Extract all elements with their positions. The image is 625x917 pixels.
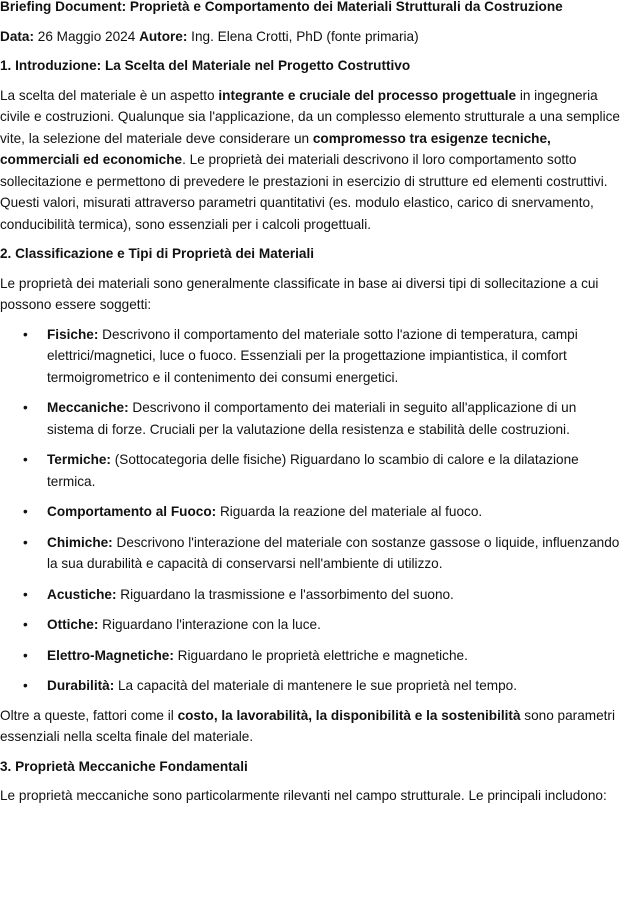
list-item-text: Riguarda la reazione del materiale al fuoco. (216, 504, 483, 519)
list-item (47, 324, 621, 389)
list-item-text: La capacità del materiale di mantenere le sue proprietà nel tempo. (114, 678, 517, 693)
document-title-text: Briefing Document: Proprietà e Comportamento dei Materiali Strutturali da Costruzione (0, 0, 563, 14)
document-title (0, 0, 621, 18)
list-item-term: Durabilità: (47, 678, 115, 693)
list-item-text: Descrivono il comportamento del materiale sotto l'azione di temperatura, campi elettrici/magnetici, luce o fuoco. Essenziali per la progettazione impiantistica, il comfort termoigrometrico e il contenimento dei consumi energetici. (47, 326, 578, 385)
list-item (47, 675, 621, 697)
list-item-term: Ottiche: (47, 617, 99, 632)
text-run: La scelta del materiale è un aspetto (0, 87, 219, 103)
list-item-term: Meccaniche: (47, 400, 129, 415)
date-label: Data: (0, 28, 34, 44)
list-item-text: Riguardano la trasmissione e l'assorbimento del suono. (116, 586, 454, 602)
section-3-heading: 3. Proprietà Meccaniche Fondamentali (0, 758, 248, 774)
section-2-heading: 2. Classificazione e Tipi di Proprietà dei Materiali (0, 246, 315, 261)
author-value: Ing. Elena Crotti, PhD (fonte primaria) (187, 28, 419, 44)
list-item (47, 501, 621, 523)
bold-run: compromesso tra esigenze tecniche, commerciali ed economiche (0, 130, 551, 167)
property-types-list (0, 324, 621, 697)
list-item-text: Descrivono il comportamento dei materiali in seguito all'applicazione di un sistema di forze. Cruciali per la valutazione della resistenza e stabilità delle costruzioni. (47, 400, 577, 437)
list-item (47, 614, 621, 636)
text-run: in ingegneria civile e costruzioni. Qualunque sia l'applicazione, da un complesso elemento strutturale a una semplice vite, la selezione del materiale deve considerare un (0, 87, 620, 146)
list-item-text: Riguardano l'interazione con la luce. (98, 617, 321, 632)
list-item-text: Descrivono l'interazione del materiale con sostanze gassose o liquide, influenzando la sua durabilità e capacità di conservarsi nell'ambiente di utilizzo. (47, 534, 620, 571)
bold-run: integrante e cruciale del processo progettuale (218, 87, 517, 103)
list-item-text: (Sottocategoria delle fisiche) Riguardano lo scambio di calore e la dilatazione termica. (47, 452, 579, 489)
text-run: . Le proprietà dei materiali descrivono il loro comportamento sotto sollecitazione e permettono di prevedere le prestazioni in esercizio di strutture ed elementi costruttivi. Questi valori, misurati attraverso parametri quantitativi (es. modulo elastico, carico di snervamento, conducibilità termica), sono essenziali per i calcoli progettuali. (0, 152, 608, 232)
list-item (47, 532, 621, 575)
date-value: 26 Maggio 2024 (34, 28, 140, 44)
list-item (47, 397, 621, 440)
section-2-intro: Le proprietà dei materiali sono generalmente classificate in base ai diversi tipi di sollecitazione a cui possono essere soggetti: (0, 275, 599, 312)
section-1-paragraph (0, 85, 621, 236)
text-run: sono parametri essenziali nella scelta finale del materiale. (0, 707, 615, 744)
list-item (47, 449, 621, 492)
document-meta (0, 26, 621, 48)
section-3-intro: Le proprietà meccaniche sono particolarmente rilevanti nel campo strutturale. Le principali includono: (0, 788, 607, 803)
section-2-outro (0, 705, 621, 748)
list-item-text: Riguardano le proprietà elettriche e magnetiche. (173, 647, 468, 663)
list-item-term: Chimiche: (47, 534, 113, 550)
list-item (47, 584, 621, 606)
text-run: Oltre a queste, fattori come il (0, 707, 178, 723)
section-1-heading: 1. Introduzione: La Scelta del Materiale nel Progetto Costruttivo (0, 58, 411, 73)
list-item-term: Fisiche: (47, 326, 99, 342)
list-item-term: Elettro-Magnetiche: (47, 647, 174, 663)
bold-run: costo, la lavorabilità, la disponibilità e la sostenibilità (177, 707, 521, 723)
author-label: Autore: (139, 28, 188, 44)
list-item (47, 645, 621, 667)
list-item-term: Comportamento al Fuoco: (47, 504, 217, 519)
list-item-term: Termiche: (47, 452, 111, 467)
list-item-term: Acustiche: (47, 586, 117, 602)
